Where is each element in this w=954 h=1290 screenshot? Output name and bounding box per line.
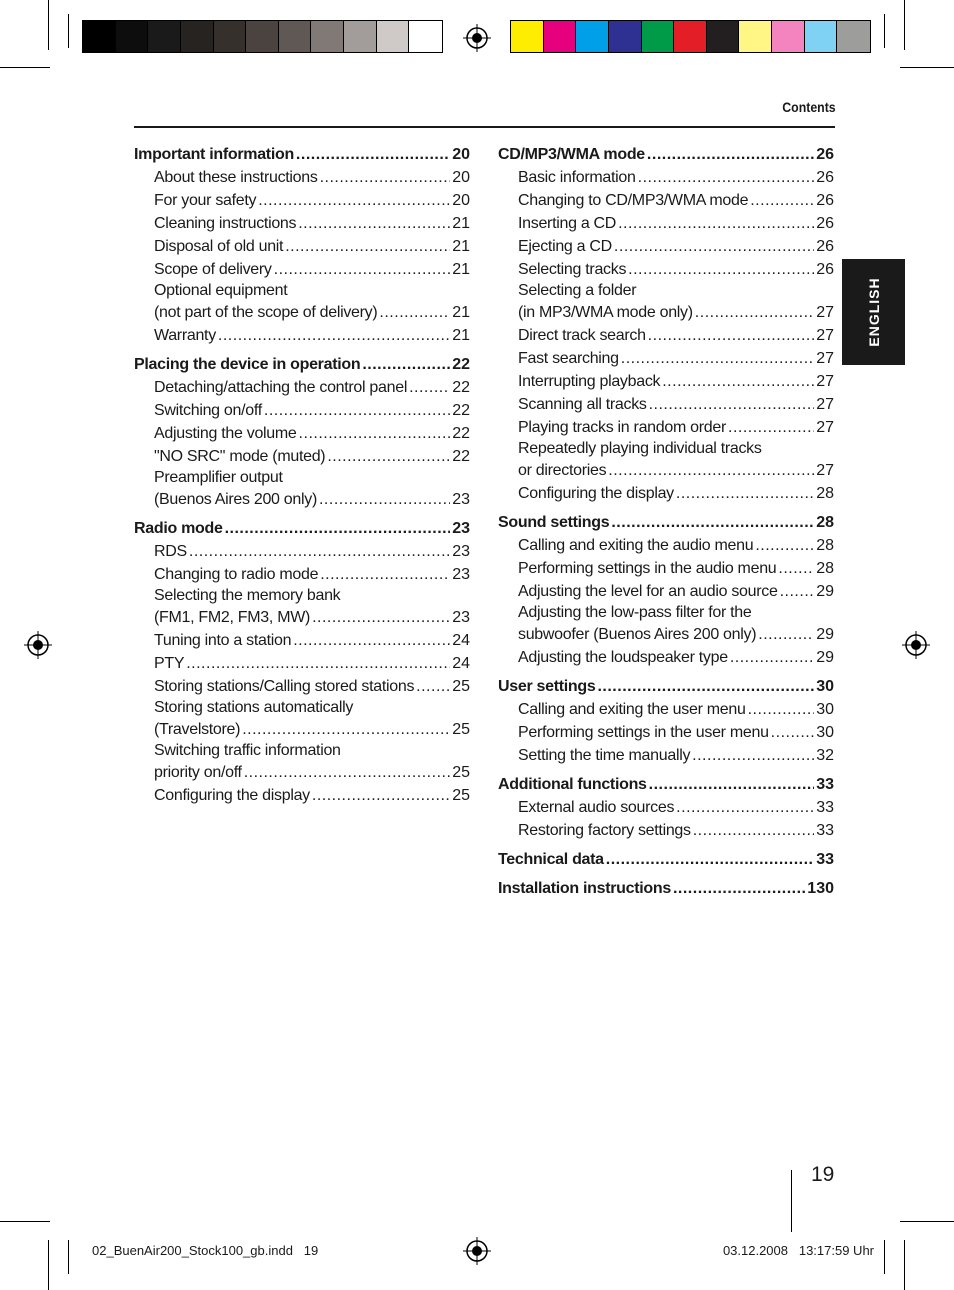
dot-leader — [409, 376, 450, 399]
toc-entry[interactable] — [134, 324, 470, 347]
toc-entry-page: 21 — [452, 261, 470, 278]
dot-leader — [379, 301, 450, 324]
dot-leader — [320, 166, 451, 189]
toc-entry-label: Calling and exiting the user menu — [518, 701, 746, 718]
dot-leader — [771, 721, 815, 744]
dot-leader — [693, 819, 814, 842]
color-swatch — [246, 21, 279, 52]
dot-leader — [189, 540, 450, 563]
toc-entry-first-line: Switching traffic information — [154, 742, 341, 759]
crop-mark — [904, 0, 905, 50]
dot-leader — [299, 422, 451, 445]
toc-section-heading-page: 23 — [452, 520, 470, 537]
toc-entry[interactable] — [498, 796, 834, 819]
toc-section-heading-page: 26 — [816, 146, 834, 163]
dot-leader — [730, 646, 814, 669]
toc-entry-label: Performing settings in the user menu — [518, 724, 769, 741]
toc-entry[interactable] — [498, 557, 834, 580]
toc-entry-page: 27 — [816, 350, 834, 367]
crop-mark — [884, 14, 885, 48]
toc-section-heading[interactable] — [134, 517, 470, 540]
toc-entry-page: 23 — [452, 491, 470, 508]
toc-section-heading-label: Placing the device in operation — [134, 356, 361, 373]
dot-leader — [320, 563, 450, 586]
toc-entry[interactable] — [498, 819, 834, 842]
toc-section — [134, 143, 470, 347]
toc-entry-page: 30 — [816, 724, 834, 741]
toc-entry-page: 20 — [452, 169, 470, 186]
toc-section-heading-label: Important information — [134, 146, 294, 163]
toc-entry-page: 22 — [452, 402, 470, 419]
toc-entry-page: 27 — [816, 419, 834, 436]
crop-mark — [904, 1240, 905, 1290]
toc-entry[interactable] — [134, 235, 470, 258]
toc-entry[interactable] — [498, 459, 834, 482]
dot-leader — [597, 675, 814, 698]
toc-entry[interactable] — [134, 301, 470, 324]
language-tab-label: ENGLISH — [865, 277, 882, 347]
toc-entry-page: 21 — [452, 215, 470, 232]
toc-entry[interactable] — [498, 235, 834, 258]
dot-leader — [676, 796, 814, 819]
toc-section-heading-page: 22 — [452, 356, 470, 373]
toc-entry-label: (Buenos Aires 200 only) — [154, 491, 317, 508]
toc-entry-page: 26 — [816, 261, 834, 278]
toc-entry-page: 22 — [452, 379, 470, 396]
toc-entry-page: 20 — [452, 192, 470, 209]
toc-right-column — [498, 143, 834, 906]
toc-entry-page: 28 — [816, 485, 834, 502]
dot-leader — [618, 212, 814, 235]
toc-entry-label: Switching on/off — [154, 402, 262, 419]
toc-entry[interactable] — [134, 189, 470, 212]
toc-section-heading-page: 130 — [807, 880, 834, 897]
color-swatch — [116, 21, 149, 52]
dot-leader — [758, 623, 814, 646]
toc-entry[interactable] — [134, 376, 470, 399]
dot-leader — [692, 744, 814, 767]
toc-section — [134, 517, 470, 807]
toc-section-heading-page: 33 — [816, 776, 834, 793]
crop-mark — [48, 0, 49, 50]
toc-entry[interactable] — [134, 606, 470, 629]
toc-entry[interactable] — [134, 445, 470, 468]
crop-mark — [48, 1240, 49, 1290]
toc-entry[interactable] — [498, 258, 834, 281]
toc-entry-label: RDS — [154, 543, 187, 560]
color-swatch — [642, 21, 675, 52]
toc-entry-label: (FM1, FM2, FM3, MW) — [154, 609, 311, 626]
dot-leader — [728, 416, 814, 439]
toc-entry[interactable] — [498, 189, 834, 212]
dot-leader — [662, 370, 814, 393]
dot-leader — [264, 399, 450, 422]
toc-entry-page: 25 — [452, 721, 470, 738]
color-swatch — [148, 21, 181, 52]
toc-entry-label: Scope of delivery — [154, 261, 272, 278]
toc-section-heading[interactable] — [498, 143, 834, 166]
toc-entry[interactable] — [134, 718, 470, 741]
toc-entry-page: 26 — [816, 169, 834, 186]
toc-entry-page: 25 — [452, 678, 470, 695]
toc-entry[interactable] — [134, 488, 470, 511]
toc-entry-first-line: Adjusting the low-pass filter for the — [518, 604, 752, 621]
toc-entry-label: Configuring the display — [154, 787, 310, 804]
toc-entry-page: 24 — [452, 632, 470, 649]
dot-leader — [608, 459, 814, 482]
toc-section-heading-label: Additional functions — [498, 776, 647, 793]
toc-section — [498, 773, 834, 842]
toc-entry-page: 27 — [816, 327, 834, 344]
toc-entry[interactable] — [134, 166, 470, 189]
color-swatch — [409, 21, 442, 52]
toc-entry-first-line: Preamplifier output — [154, 469, 283, 486]
toc-entry[interactable] — [498, 166, 834, 189]
dot-leader — [293, 629, 450, 652]
toc-section — [498, 848, 834, 871]
dot-leader — [621, 347, 814, 370]
color-swatch — [511, 21, 544, 52]
toc-section-heading-page: 20 — [452, 146, 470, 163]
toc-section-heading-label: Installation instructions — [498, 880, 671, 897]
toc-entry[interactable] — [134, 258, 470, 281]
toc-entry-first-line: Selecting the memory bank — [154, 587, 341, 604]
toc-entry-page: 24 — [452, 655, 470, 672]
toc-entry-label: Scanning all tracks — [518, 396, 647, 413]
dot-leader — [676, 482, 814, 505]
toc-entry-page: 28 — [816, 560, 834, 577]
color-swatch — [311, 21, 344, 52]
crop-mark — [0, 67, 50, 68]
toc-entry-first-line: Optional equipment — [154, 282, 288, 299]
toc-entry[interactable] — [498, 301, 834, 324]
toc-entry-page: 25 — [452, 787, 470, 804]
dot-leader — [648, 324, 815, 347]
toc-section-heading-page: 28 — [816, 514, 834, 531]
toc-entry[interactable] — [134, 563, 470, 586]
dot-leader — [362, 353, 450, 376]
dot-leader — [327, 445, 450, 468]
toc-entry-label: (not part of the scope of delivery) — [154, 304, 378, 321]
header-rule — [134, 126, 835, 128]
toc-entry[interactable] — [498, 482, 834, 505]
toc-entry-label: Tuning into a station — [154, 632, 292, 649]
dot-leader — [258, 189, 450, 212]
toc-entry-label: (Travelstore) — [154, 721, 241, 738]
crop-mark — [68, 1240, 69, 1274]
toc-entry[interactable] — [498, 698, 834, 721]
dot-leader — [606, 848, 814, 871]
toc-section-heading[interactable] — [134, 353, 470, 376]
toc-entry[interactable] — [498, 744, 834, 767]
dot-leader — [649, 773, 815, 796]
dot-leader — [647, 143, 814, 166]
dot-leader — [186, 652, 450, 675]
toc-entry-first-line: Repeatedly playing individual tracks — [518, 440, 762, 457]
toc-entry-first-line: Storing stations automatically — [154, 699, 354, 716]
toc-entry-page: 33 — [816, 799, 834, 816]
page-number-rule — [791, 1170, 792, 1232]
grayscale-color-bar — [82, 20, 443, 53]
toc-section-heading[interactable] — [498, 675, 834, 698]
toc-entry-label: or directories — [518, 462, 607, 479]
toc-entry-label: Changing to radio mode — [154, 566, 319, 583]
toc-entry-page: 21 — [452, 238, 470, 255]
toc-entry-page: 29 — [816, 649, 834, 666]
dot-leader — [319, 488, 450, 511]
dot-leader — [695, 301, 814, 324]
toc-section — [498, 511, 834, 669]
dot-leader — [638, 166, 815, 189]
dot-leader — [614, 235, 814, 258]
toc-entry-page: 27 — [816, 373, 834, 390]
toc-entry-page: 33 — [816, 822, 834, 839]
toc-section-heading[interactable] — [134, 143, 470, 166]
dot-leader — [778, 557, 814, 580]
toc-entry-label: Changing to CD/MP3/WMA mode — [518, 192, 749, 209]
toc-section-heading-label: User settings — [498, 678, 596, 695]
toc-entry-label: Detaching/attaching the control panel — [154, 379, 408, 396]
toc-entry[interactable] — [134, 212, 470, 235]
toc-entry-label: Cleaning instructions — [154, 215, 297, 232]
color-swatch — [609, 21, 642, 52]
toc-entry[interactable] — [498, 347, 834, 370]
toc-section-heading-page: 33 — [816, 851, 834, 868]
toc-entry-label: External audio sources — [518, 799, 675, 816]
toc-entry[interactable] — [498, 534, 834, 557]
toc-entry-label: (in MP3/WMA mode only) — [518, 304, 693, 321]
toc-entry[interactable] — [498, 370, 834, 393]
dot-leader — [312, 606, 450, 629]
toc-entry-label: Warranty — [154, 327, 216, 344]
dot-leader — [649, 393, 815, 416]
toc-section — [134, 353, 470, 511]
toc-section-heading[interactable] — [498, 511, 834, 534]
running-header-title: Contents — [782, 99, 836, 115]
registration-mark-icon — [463, 1237, 491, 1265]
color-swatch — [181, 21, 214, 52]
toc-entry[interactable] — [498, 212, 834, 235]
toc-entry-label: Selecting tracks — [518, 261, 627, 278]
process-color-bar — [510, 20, 871, 53]
toc-entry-label: For your safety — [154, 192, 257, 209]
toc-section-heading[interactable] — [498, 848, 834, 871]
toc-entry-page: 27 — [816, 396, 834, 413]
dot-leader — [298, 212, 450, 235]
toc-section-heading-label: CD/MP3/WMA mode — [498, 146, 645, 163]
toc-entry[interactable] — [134, 784, 470, 807]
toc-entry-page: 32 — [816, 747, 834, 764]
toc-entry-page: 23 — [452, 543, 470, 560]
dot-leader — [611, 511, 814, 534]
toc-entry-page: 26 — [816, 238, 834, 255]
toc-section-heading-label: Radio mode — [134, 520, 223, 537]
toc-entry[interactable] — [134, 761, 470, 784]
toc-entry-label: Interrupting playback — [518, 373, 661, 390]
toc-entry-label: Fast searching — [518, 350, 619, 367]
toc-entry-page: 27 — [816, 462, 834, 479]
toc-entry[interactable] — [134, 675, 470, 698]
page-number: 19 — [811, 1163, 835, 1186]
toc-entry-label: About these instructions — [154, 169, 318, 186]
toc-entry-label: Basic information — [518, 169, 636, 186]
toc-entry-page: 28 — [816, 537, 834, 554]
toc-entry-label: Adjusting the loudspeaker type — [518, 649, 728, 666]
toc-entry-page: 26 — [816, 192, 834, 209]
toc-section — [498, 143, 834, 505]
dot-leader — [218, 324, 450, 347]
color-swatch — [214, 21, 247, 52]
toc-entry-label: "NO SRC" mode (muted) — [154, 448, 326, 465]
toc-entry-page: 23 — [452, 609, 470, 626]
footer-timestamp: 03.12.2008 13:17:59 Uhr — [722, 1243, 874, 1258]
toc-entry-page: 27 — [816, 304, 834, 321]
color-swatch — [837, 21, 870, 52]
dot-leader — [242, 718, 450, 741]
dot-leader — [750, 189, 814, 212]
toc-entry[interactable] — [498, 324, 834, 347]
dot-leader — [225, 517, 451, 540]
toc-entry-label: Adjusting the level for an audio source — [518, 583, 778, 600]
toc-entry-label: Calling and exiting the audio menu — [518, 537, 754, 554]
toc-entry[interactable] — [134, 540, 470, 563]
toc-entry-label: subwoofer (Buenos Aires 200 only) — [518, 626, 757, 643]
toc-entry-label: Direct track search — [518, 327, 646, 344]
dot-leader — [296, 143, 450, 166]
color-swatch — [772, 21, 805, 52]
toc-entry[interactable] — [134, 422, 470, 445]
crop-mark — [68, 14, 69, 48]
dot-leader — [628, 258, 814, 281]
toc-section-heading-page: 30 — [816, 678, 834, 695]
crop-mark — [900, 1221, 954, 1222]
toc-entry-label: Configuring the display — [518, 485, 674, 502]
toc-entry-page: 30 — [816, 701, 834, 718]
toc-section — [498, 675, 834, 767]
toc-entry-label: Adjusting the volume — [154, 425, 297, 442]
toc-entry-page: 23 — [452, 566, 470, 583]
registration-mark-icon — [463, 24, 491, 52]
color-swatch — [377, 21, 410, 52]
toc-entry[interactable] — [498, 646, 834, 669]
dot-leader — [748, 698, 815, 721]
dot-leader — [274, 258, 451, 281]
color-swatch — [576, 21, 609, 52]
color-swatch — [805, 21, 838, 52]
toc-entry[interactable] — [498, 393, 834, 416]
color-swatch — [279, 21, 312, 52]
dot-leader — [312, 784, 450, 807]
crop-mark — [884, 1240, 885, 1274]
toc-entry-page: 29 — [816, 583, 834, 600]
registration-mark-icon — [24, 631, 52, 659]
toc-entry[interactable] — [498, 721, 834, 744]
crop-mark — [900, 67, 954, 68]
toc-entry-label: Playing tracks in random order — [518, 419, 726, 436]
color-swatch — [344, 21, 377, 52]
toc-section-heading-label: Technical data — [498, 851, 604, 868]
dot-leader — [244, 761, 451, 784]
toc-entry[interactable] — [498, 623, 834, 646]
dot-leader — [755, 534, 814, 557]
toc-entry-label: Setting the time manually — [518, 747, 691, 764]
toc-entry-page: 22 — [452, 425, 470, 442]
toc-entry[interactable] — [134, 399, 470, 422]
toc-entry[interactable] — [498, 416, 834, 439]
color-swatch — [739, 21, 772, 52]
toc-entry-label: Disposal of old unit — [154, 238, 284, 255]
toc-section — [498, 877, 834, 900]
toc-entry-page: 21 — [452, 327, 470, 344]
toc-entry-page: 26 — [816, 215, 834, 232]
dot-leader — [673, 877, 805, 900]
toc-entry-label: Inserting a CD — [518, 215, 617, 232]
color-swatch — [674, 21, 707, 52]
toc-section-heading[interactable] — [498, 877, 834, 900]
toc-section-heading-label: Sound settings — [498, 514, 610, 531]
dot-leader — [285, 235, 450, 258]
footer-file-name: 02_BuenAir200_Stock100_gb.indd 19 — [92, 1243, 319, 1258]
registration-mark-icon — [902, 631, 930, 659]
crop-mark — [0, 1221, 50, 1222]
toc-entry-page: 25 — [452, 764, 470, 781]
toc-left-column — [134, 143, 470, 813]
color-swatch — [707, 21, 740, 52]
dot-leader — [780, 580, 815, 603]
dot-leader — [416, 675, 450, 698]
toc-entry-page: 29 — [816, 626, 834, 643]
toc-entry-label: Ejecting a CD — [518, 238, 612, 255]
toc-entry-label: Storing stations/Calling stored stations — [154, 678, 415, 695]
language-tab — [842, 259, 905, 365]
toc-entry-page: 21 — [452, 304, 470, 321]
toc-entry-label: priority on/off — [154, 764, 242, 781]
toc-entry[interactable] — [134, 652, 470, 675]
toc-entry[interactable] — [498, 580, 834, 603]
toc-entry-first-line: Selecting a folder — [518, 282, 637, 299]
toc-entry-label: PTY — [154, 655, 185, 672]
color-swatch — [83, 21, 116, 52]
color-swatch — [544, 21, 577, 52]
toc-entry-label: Restoring factory settings — [518, 822, 691, 839]
toc-entry-page: 22 — [452, 448, 470, 465]
toc-entry-label: Performing settings in the audio menu — [518, 560, 777, 577]
toc-section-heading[interactable] — [498, 773, 834, 796]
toc-entry[interactable] — [134, 629, 470, 652]
